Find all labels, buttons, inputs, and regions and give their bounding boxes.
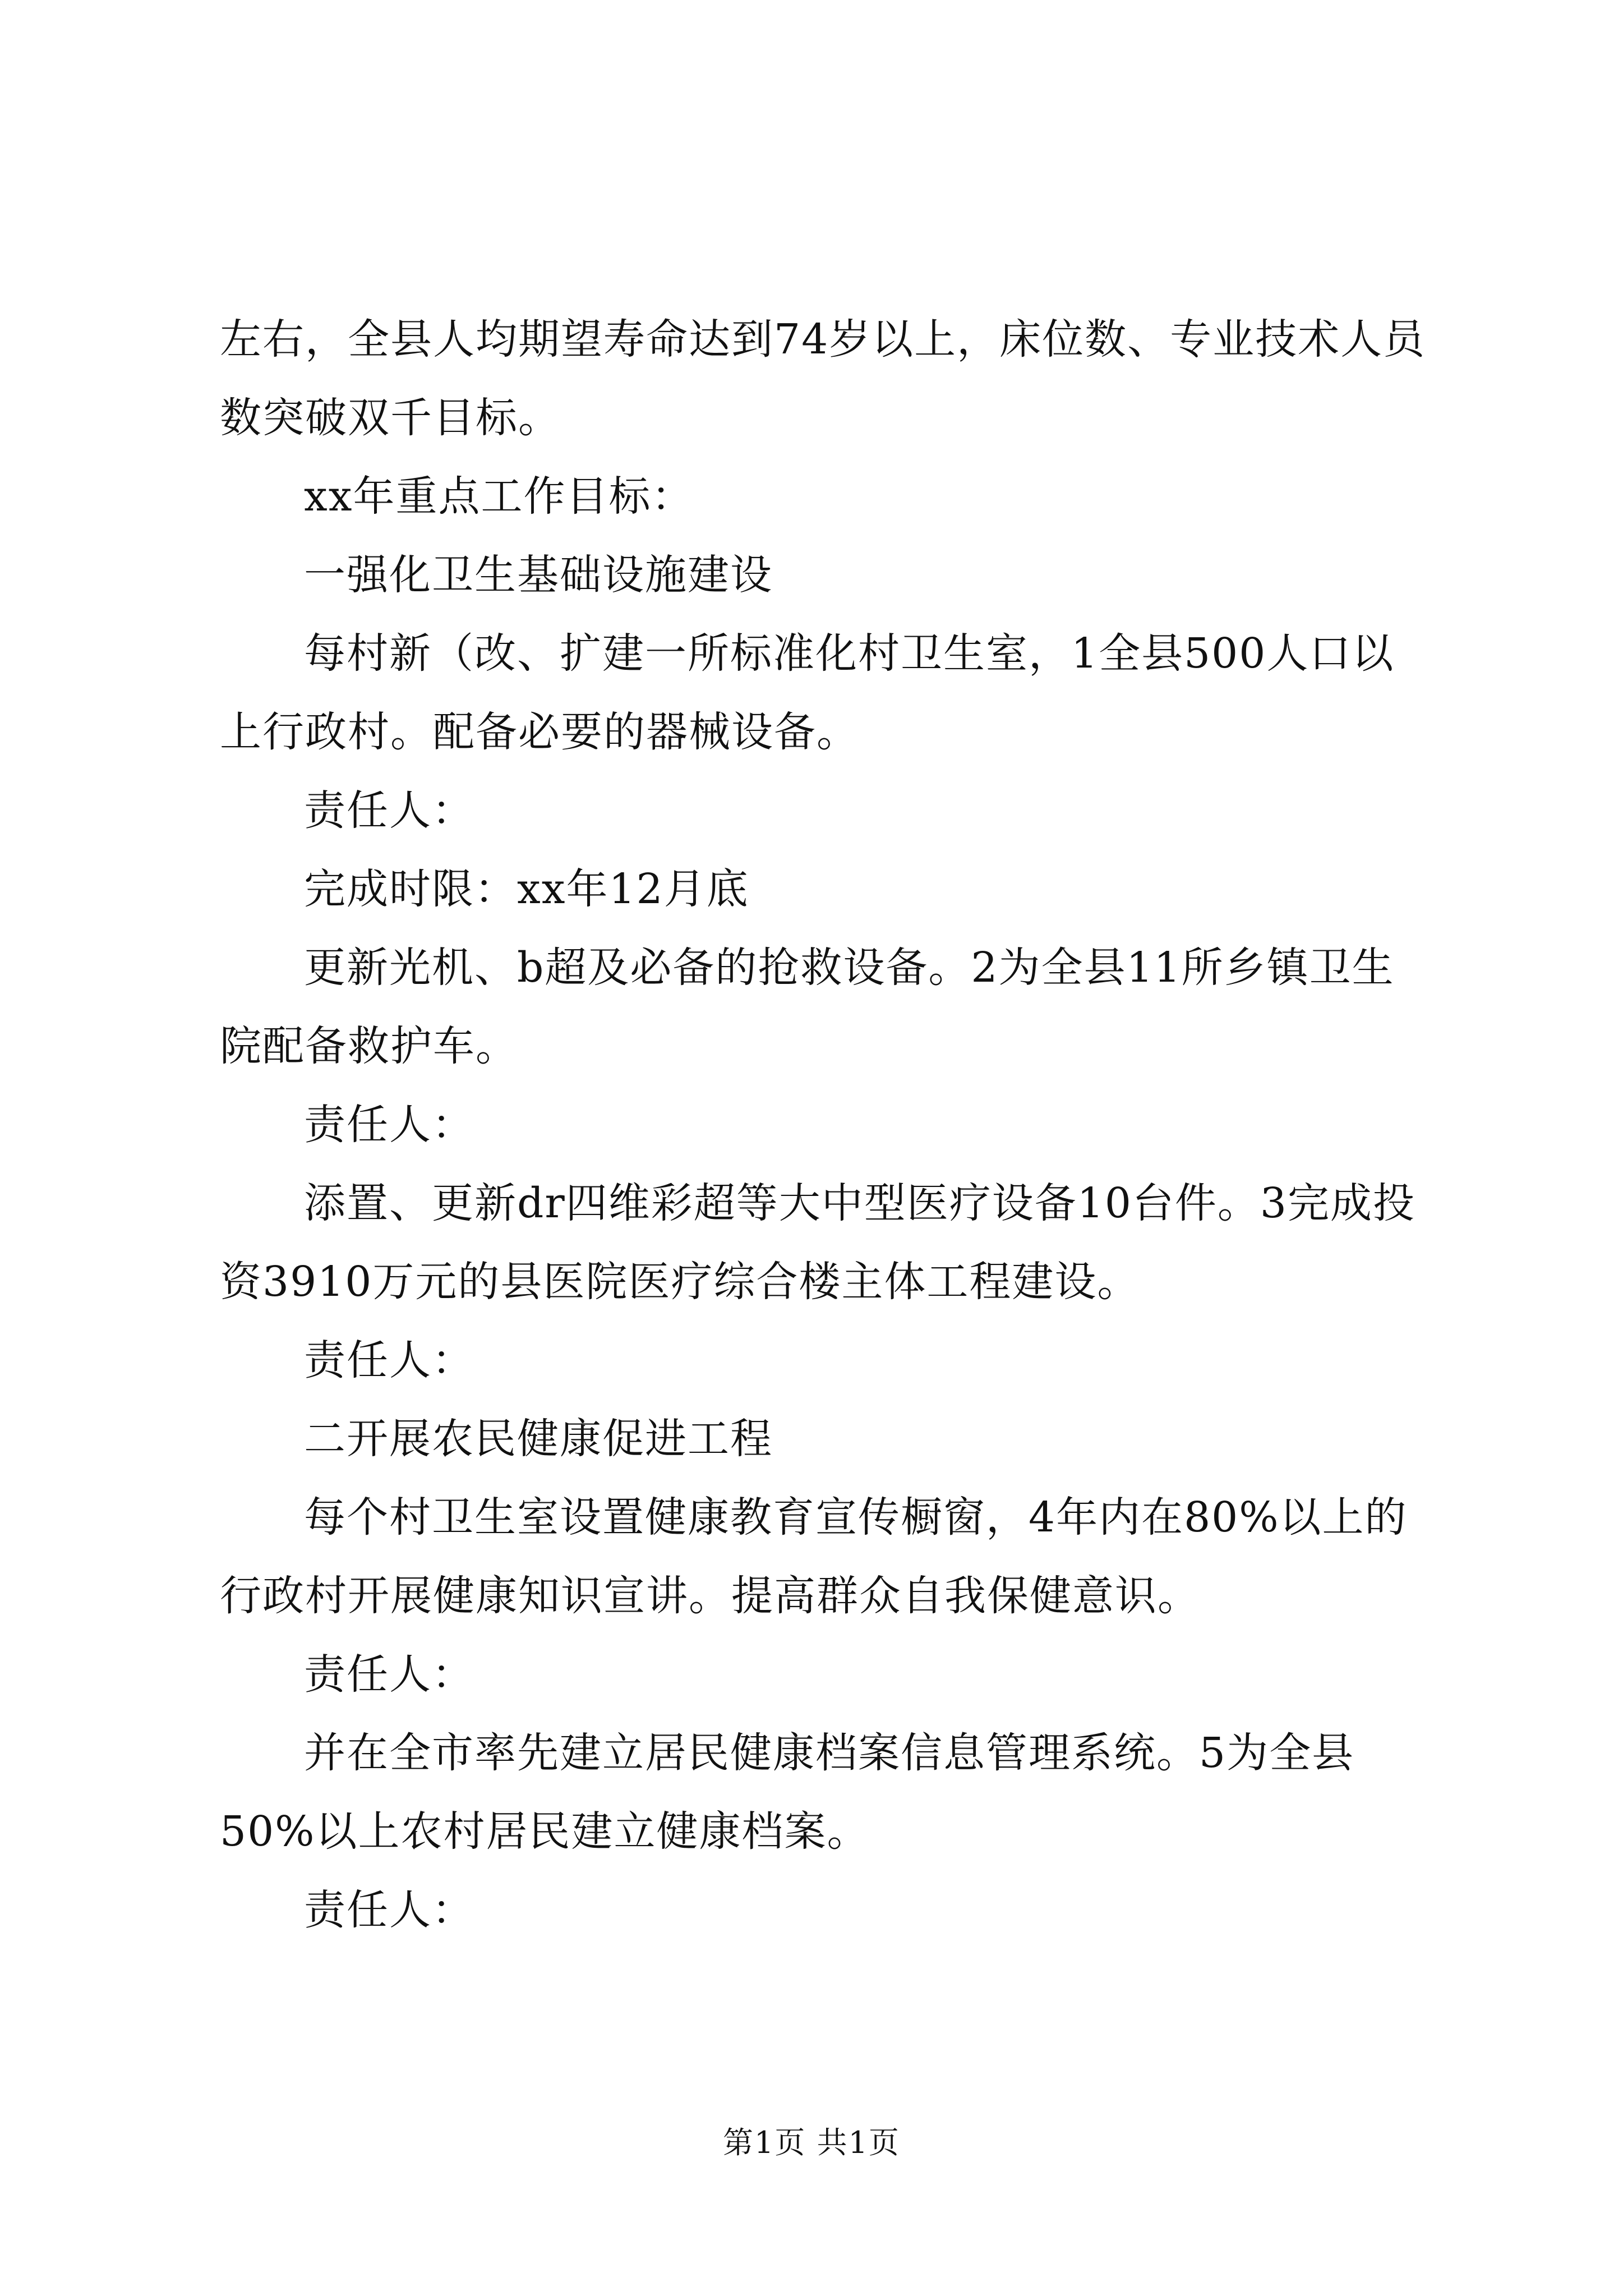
paragraph: 责任人： — [304, 1650, 474, 1699]
paragraph: 完成时限：xx年12月底 — [304, 865, 749, 913]
paragraph: 添置、更新dr四维彩超等大中型医疗设备10台件。3完成投资3910万元的县医院医疗综合楼主体工程建设。 — [220, 1179, 1415, 1306]
paragraph: 责任人： — [304, 1101, 474, 1149]
document-body — [220, 300, 1431, 1949]
paragraph: 每村新（改、扩建一所标准化村卫生室，1全县500人口以上行政村。配备必要的器械设备。 — [220, 629, 1395, 756]
paragraph: 责任人： — [304, 1886, 474, 1934]
paragraph: 一强化卫生基础设施建设 — [304, 551, 773, 599]
paragraph: 二开展农民健康促进工程 — [304, 1415, 773, 1463]
paragraph: 责任人： — [304, 1336, 474, 1384]
paragraph: 责任人： — [304, 786, 474, 835]
paragraph: xx年重点工作目标： — [304, 472, 694, 521]
paragraph: 每个村卫生室设置健康教育宣传橱窗，4年内在80%以上的行政村开展健康知识宣讲。提高群众自我保健意识。 — [220, 1493, 1408, 1620]
paragraph: 并在全市率先建立居民健康档案信息管理系统。5为全县50%以上农村居民建立健康档案。 — [220, 1729, 1355, 1856]
paragraph: 左右，全县人均期望寿命达到74岁以上，床位数、专业技术人员数突破双千目标。 — [220, 315, 1426, 442]
page-footer: 第1页 共1页 — [723, 2125, 900, 2160]
paragraph: 更新光机、b超及必备的抢救设备。2为全县11所乡镇卫生院配备救护车。 — [220, 944, 1395, 1070]
